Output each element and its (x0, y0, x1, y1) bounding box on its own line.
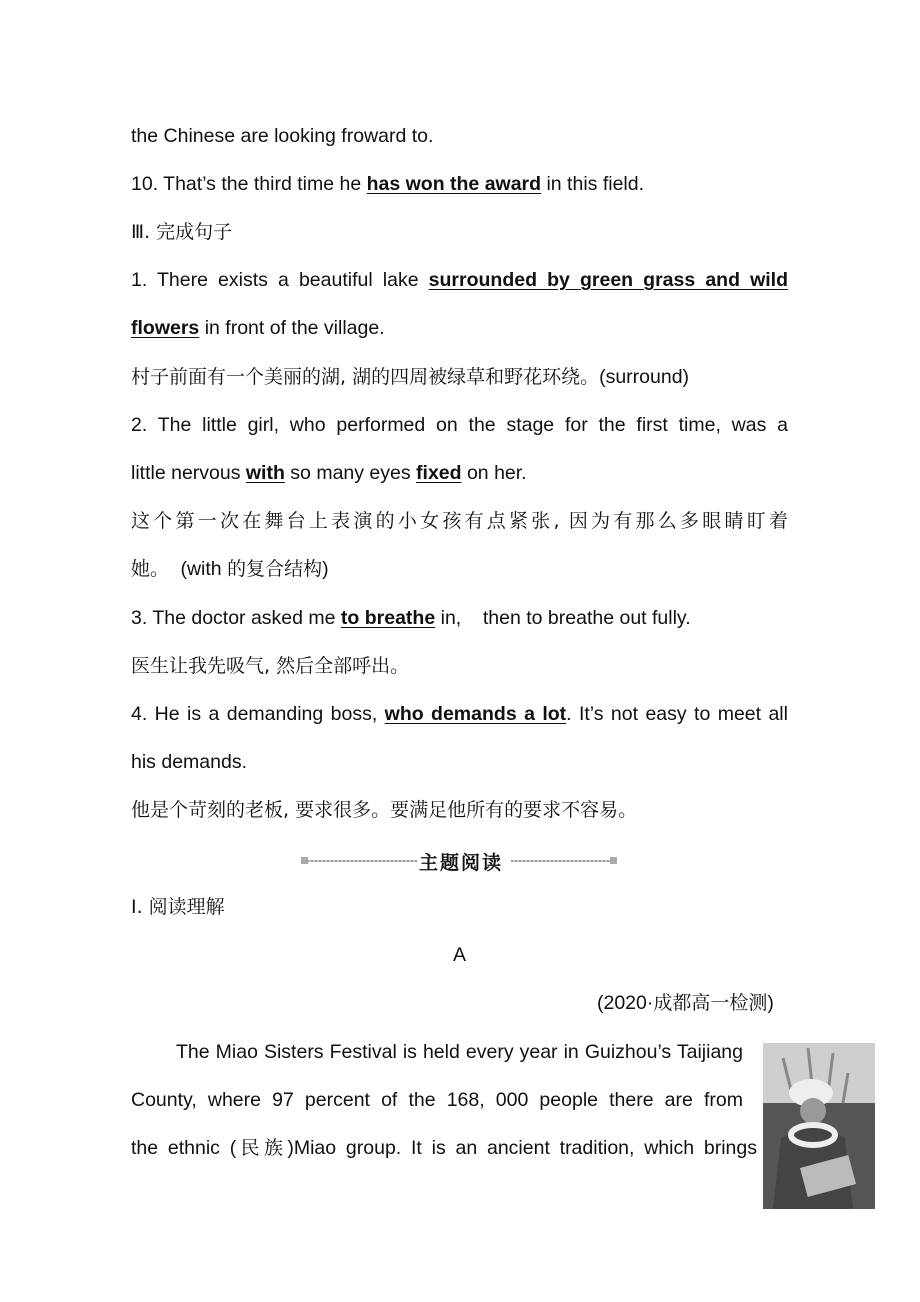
text-line (131, 653, 409, 679)
text-segment: (with (175, 558, 228, 580)
text-segment: . It’s not easy to meet all (566, 703, 788, 725)
text-line (597, 990, 774, 1016)
text-segment: his demands. (131, 751, 247, 773)
answer-text: with (245, 462, 285, 484)
text-line (131, 267, 788, 293)
text-segment: in this field. (541, 173, 645, 195)
text-line (131, 1135, 757, 1161)
text-line (131, 364, 689, 390)
text-segment: (surround) (599, 366, 690, 388)
answer-text: flowers (131, 317, 200, 339)
text-line (131, 412, 788, 438)
text-segment: )Miao group. It is an ancient tradition, which brings (287, 1137, 757, 1159)
text-line (131, 749, 247, 775)
text-segment: in, then to breathe out fully. (435, 607, 691, 629)
answer-text: has won the award (366, 173, 542, 195)
text-segment: 他是个苛刻的老板, 要求很多。要满足他所有的要求不容易。 (131, 799, 638, 821)
text-segment: 村子前面有一个美丽的湖, 湖的四周被绿草和野花环绕。 (131, 366, 600, 388)
text-line (131, 605, 691, 631)
text-segment: 3. The doctor asked me (131, 607, 341, 629)
text-segment: 1. There exists a beautiful lake (131, 269, 429, 291)
text-segment: little nervous (131, 462, 246, 484)
text-line (131, 894, 225, 920)
text-line (131, 315, 385, 341)
divider-end-right (610, 857, 617, 864)
text-line (453, 942, 466, 968)
text-segment: County, where 97 percent of the 168, 000 people there are from (131, 1089, 743, 1111)
text-segment: in front of the village. (199, 317, 385, 339)
text-segment: 她。 (131, 558, 176, 580)
answer-text: surrounded by green grass and wild (428, 269, 789, 291)
text-segment: 医生让我先吸气, 然后全部呼出。 (131, 655, 410, 677)
text-segment: A (453, 944, 467, 966)
text-line (131, 797, 637, 823)
divider-rule-left (307, 860, 417, 862)
text-segment: 4. He is a demanding boss, (131, 703, 385, 725)
text-line (176, 1039, 743, 1065)
text-line (131, 1087, 743, 1113)
text-segment: 10. That’s the third time he (131, 173, 367, 195)
answer-text: who demands a lot (384, 703, 567, 725)
text-line (131, 556, 329, 582)
text-segment: 这个第一次在舞台上表演的小女孩有点紧张, 因为有那么多眼睛盯着 (131, 510, 788, 532)
text-segment: 的复合结构 (227, 558, 323, 580)
section-heading: 主题阅读 (419, 852, 504, 874)
answer-text: to breathe (340, 607, 436, 629)
text-segment: so many eyes (284, 462, 417, 484)
text-segment: The Miao Sisters Festival is held every year in Guizhou’s Taijiang (176, 1041, 743, 1063)
text-line (131, 123, 433, 149)
text-segment: Ⅲ. 完成句子 (131, 221, 233, 243)
text-line (131, 508, 788, 534)
text-segment: the Chinese are looking froward to. (131, 125, 434, 147)
text-segment: 民族 (236, 1137, 288, 1159)
text-segment: (2020· (597, 992, 654, 1014)
text-segment: on her. (461, 462, 527, 484)
section-divider (301, 848, 617, 874)
text-line (131, 701, 788, 727)
text-segment: Ⅰ. 阅读理解 (131, 896, 225, 918)
text-segment: 2. The little girl, who performed on the stage for the first time, was a (131, 414, 788, 436)
text-line (131, 171, 644, 197)
divider-rule-right (511, 860, 611, 862)
text-segment: ) (322, 558, 329, 580)
text-line (131, 219, 232, 245)
text-line (131, 460, 527, 486)
miao-festival-photo (763, 1043, 875, 1209)
text-segment: the ethnic ( (131, 1137, 237, 1159)
answer-text: fixed (416, 462, 462, 484)
text-segment: ) (767, 992, 774, 1014)
text-segment: 成都高一检测 (653, 992, 768, 1014)
